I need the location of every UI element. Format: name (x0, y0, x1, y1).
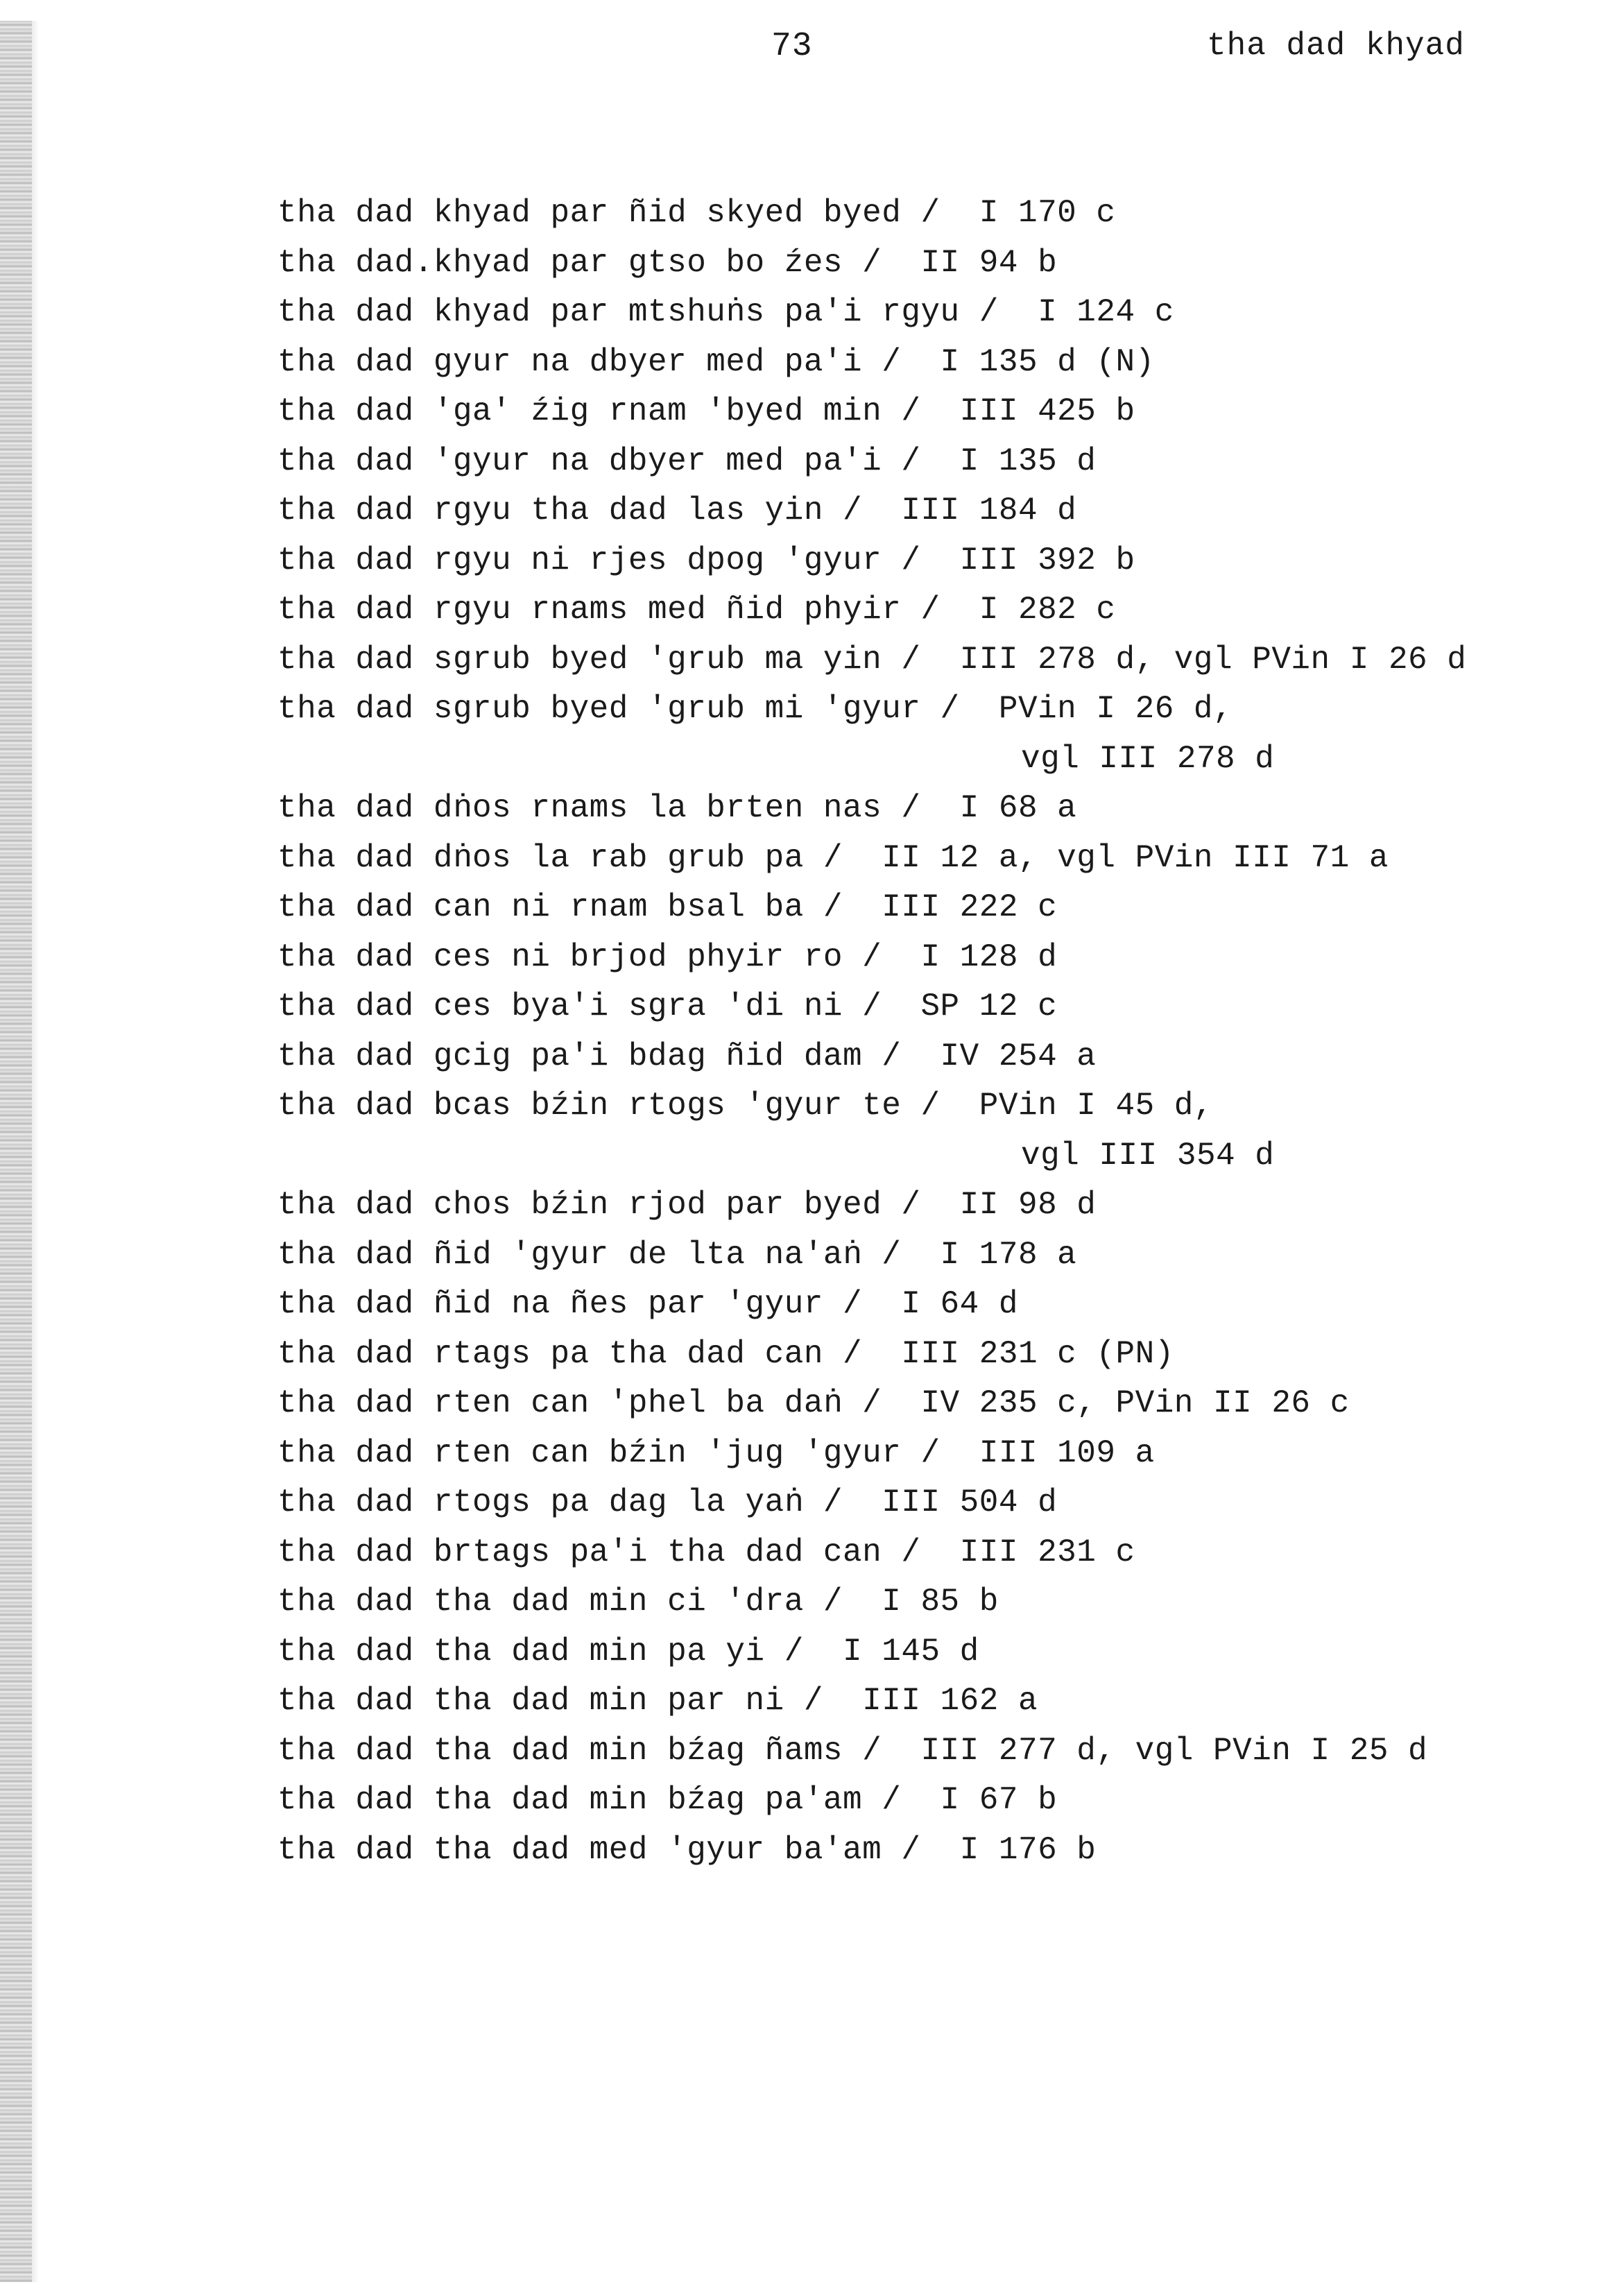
index-entry-text: tha dad tha dad min ci 'dra / I 85 b (277, 1584, 999, 1620)
index-entry-text: tha dad 'ga' źig rnam 'byed min / III 425 b (277, 393, 1135, 429)
index-entry-text: tha dad 'gyur na dbyer med pa'i / I 135 d (277, 443, 1097, 479)
index-entry (277, 1231, 1581, 1280)
index-entry (277, 1826, 1581, 1876)
index-entry (277, 585, 1581, 635)
index-entry-text: tha dad tha dad min par ni / III 162 a (277, 1683, 1038, 1719)
index-entry (277, 1330, 1581, 1380)
index-entry-text: tha dad sgrub byed 'grub ma yin / III 278 d, vgl PVin I 26 d (277, 641, 1467, 678)
index-entry-text: tha dad ñid 'gyur de lta na'aṅ / I 178 a (277, 1236, 1077, 1273)
index-entry (277, 685, 1581, 784)
index-entry (277, 1776, 1581, 1826)
index-entry-text: tha dad tha dad min pa yi / I 145 d (277, 1633, 979, 1670)
index-entry (277, 338, 1581, 388)
index-entry (277, 883, 1581, 933)
index-entry (277, 982, 1581, 1032)
index-entry (277, 1677, 1581, 1727)
index-entry-text: tha dad chos bźin rjod par byed / II 98 d (277, 1187, 1097, 1223)
index-entry (277, 1478, 1581, 1528)
index-entry-text: tha dad rten can bźin 'jug 'gyur / III 109 a (277, 1434, 1155, 1471)
index-entry (277, 1280, 1581, 1330)
index-entry (277, 1528, 1581, 1578)
index-entry-text: tha dad.khyad par gtso bo źes / II 94 b (277, 244, 1058, 281)
index-entry-text: tha dad khyad par ñid skyed byed / I 170 c (277, 195, 1116, 231)
index-entry (277, 1627, 1581, 1677)
index-entry (277, 288, 1581, 338)
index-entry (277, 189, 1581, 239)
index-entry-continuation: vgl III 278 d (1021, 740, 1275, 777)
index-entry (277, 486, 1581, 536)
index-entry (277, 1429, 1581, 1479)
index-entry-text: tha dad rgyu rnams med ñid phyir / I 282 c (277, 592, 1116, 628)
index-entry-text: tha dad can ni rnam bsal ba / III 222 c (277, 889, 1058, 925)
index-entry-text: tha dad dṅos rnams la brten nas / I 68 a (277, 790, 1077, 826)
index-entry (277, 1081, 1581, 1181)
index-entry-list (277, 189, 1581, 1875)
index-entry-text: tha dad dṅos la rab grub pa / II 12 a, vgl PVin III 71 a (277, 839, 1389, 876)
index-entry (277, 387, 1581, 437)
index-entry-text: tha dad bcas bźin rtogs 'gyur te / PVin I 45 d, (277, 1088, 1214, 1124)
index-entry (277, 635, 1581, 685)
index-entry-text: tha dad rtogs pa dag la yaṅ / III 504 d (277, 1484, 1058, 1520)
index-entry-continuation: vgl III 354 d (1021, 1137, 1275, 1174)
scan-binding-edge (0, 21, 32, 2282)
index-entry-text: tha dad tha dad min bźag pa'am / I 67 b (277, 1782, 1058, 1818)
index-entry-text: tha dad ces ni brjod phyir ro / I 128 d (277, 939, 1058, 975)
index-entry (277, 1181, 1581, 1231)
index-entry-text: tha dad khyad par mtshuṅs pa'i rgyu / I 124 c (277, 294, 1174, 330)
index-entry-text: tha dad sgrub byed 'grub mi 'gyur / PVin I 26 d, (277, 691, 1233, 727)
index-entry-text: tha dad rgyu ni rjes dpog 'gyur / III 392 b (277, 542, 1135, 579)
index-entry-text: tha dad tha dad med 'gyur ba'am / I 176 b (277, 1831, 1097, 1868)
index-entry-text: tha dad gcig pa'i bdag ñid dam / IV 254 a (277, 1038, 1097, 1074)
running-head: tha dad khyad (1207, 28, 1465, 64)
index-entry (277, 239, 1581, 289)
index-entry-text: tha dad brtags pa'i tha dad can / III 231 c (277, 1534, 1135, 1570)
index-entry (277, 1577, 1581, 1627)
index-entry-text: tha dad rtags pa tha dad can / III 231 c (PN) (277, 1335, 1174, 1372)
index-entry (277, 437, 1581, 487)
index-entry-text: tha dad gyur na dbyer med pa'i / I 135 d (N) (277, 343, 1155, 380)
index-entry (277, 1727, 1581, 1776)
page-header (0, 25, 1623, 74)
index-entry-text: tha dad ces bya'i sgra 'di ni / SP 12 c (277, 988, 1058, 1025)
page-number: 73 (771, 28, 813, 65)
index-entry (277, 536, 1581, 586)
index-entry (277, 784, 1581, 834)
index-entry-text: tha dad tha dad min bźag ñams / III 277 d, vgl PVin I 25 d (277, 1732, 1428, 1769)
index-entry (277, 933, 1581, 983)
index-entry-text: tha dad ñid na ñes par 'gyur / I 64 d (277, 1286, 1018, 1322)
index-entry (277, 834, 1581, 884)
index-entry-text: tha dad rten can 'phel ba daṅ / IV 235 c, PVin II 26 c (277, 1385, 1350, 1421)
index-entry (277, 1032, 1581, 1082)
index-entry (277, 1379, 1581, 1429)
index-entry-text: tha dad rgyu tha dad las yin / III 184 d (277, 492, 1077, 529)
